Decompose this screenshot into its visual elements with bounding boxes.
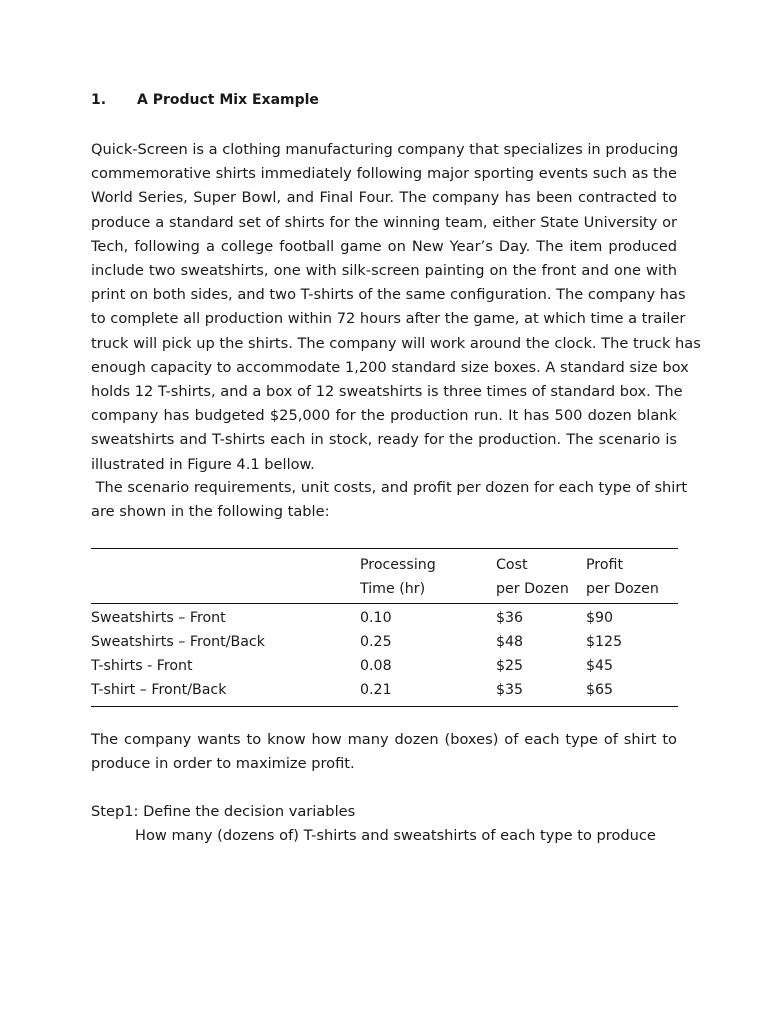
header-cell <box>91 577 360 604</box>
table-row <box>91 678 678 707</box>
profit-cell: $90 <box>586 610 614 626</box>
header-cell: Cost <box>496 549 586 578</box>
paragraph-line: produce in order to maximize profit. <box>91 755 355 773</box>
header-cell: Profit <box>586 549 678 578</box>
goal-paragraph <box>91 728 677 776</box>
table-header-row <box>91 577 678 604</box>
processing-time-cell: 0.10 <box>360 610 392 626</box>
header-cell: per Dozen <box>586 577 678 604</box>
processing-time-cell: 0.21 <box>360 678 496 707</box>
table-header-row <box>91 549 678 578</box>
section-title: A Product Mix Example <box>137 92 319 108</box>
processing-time-cell: 0.25 <box>360 634 392 650</box>
cost-cell: $25 <box>496 658 524 674</box>
paragraph-line: commemorative shirts immediately following major sporting events such as the <box>91 165 677 183</box>
shirt-data-table <box>91 548 678 707</box>
paragraph-line: produce a standard set of shirts for the winning team, either State University or <box>91 213 677 231</box>
cost-cell: $48 <box>496 634 524 650</box>
cost-cell: $35 <box>496 678 586 707</box>
paragraph-line: Tech, following a college football game on New Year’s Day. The item produced <box>91 237 677 255</box>
paragraph-line: company has budgeted $25,000 for the production run. It has 500 dozen blank <box>91 407 677 425</box>
table-row <box>91 604 678 631</box>
section-number: 1. <box>91 92 107 108</box>
table-intro-paragraph <box>91 476 688 524</box>
header-cell: Processing <box>360 549 496 578</box>
product-name-cell: Sweatshirts – Front/Back <box>91 634 265 650</box>
section-heading <box>91 92 319 108</box>
paragraph-line: The scenario requirements, unit costs, and profit per dozen for each type of shirt <box>91 479 688 496</box>
header-cell: Time (hr) <box>360 577 496 604</box>
table-row <box>91 630 678 654</box>
paragraph-line: are shown in the following table: <box>91 503 330 521</box>
paragraph-line: sweatshirts and T-shirts each in stock, ready for the production. The scenario is <box>91 431 677 449</box>
processing-time-cell: 0.08 <box>360 658 392 674</box>
paragraph-line: enough capacity to accommodate 1,200 standard size boxes. A standard size box <box>91 358 689 376</box>
paragraph-line: World Series, Super Bowl, and Final Four. The company has been contracted to <box>91 189 677 207</box>
product-name-cell: T-shirt – Front/Back <box>91 678 360 707</box>
step1-label: Step1: Define the decision variables <box>91 803 356 820</box>
paragraph-line: illustrated in Figure 4.1 bellow. <box>91 455 315 473</box>
step1-detail: How many (dozens of) T-shirts and sweatshirts of each type to produce <box>135 827 656 845</box>
profit-cell: $65 <box>586 678 678 707</box>
profit-cell: $125 <box>586 634 623 650</box>
paragraph-line: print on both sides, and two T-shirts of the same configuration. The company has <box>91 286 686 304</box>
paragraph-line: truck will pick up the shirts. The company will work around the clock. The truck has <box>91 334 701 352</box>
intro-paragraph <box>91 138 701 477</box>
product-name-cell: T-shirts - Front <box>91 658 193 674</box>
cost-cell: $36 <box>496 610 524 626</box>
paragraph-line: include two sweatshirts, one with silk-screen painting on the front and one with <box>91 262 677 280</box>
paragraph-line: to complete all production within 72 hours after the game, at which time a trailer <box>91 310 686 328</box>
paragraph-line: holds 12 T-shirts, and a box of 12 sweatshirts is three times of standard box. The <box>91 383 683 401</box>
profit-cell: $45 <box>586 658 614 674</box>
paragraph-line: The company wants to know how many dozen (boxes) of each type of shirt to <box>91 731 677 748</box>
paragraph-line: Quick-Screen is a clothing manufacturing company that specializes in producing <box>91 141 679 158</box>
header-cell: per Dozen <box>496 577 586 604</box>
table-row <box>91 654 678 678</box>
step1-section <box>91 800 656 848</box>
header-cell <box>91 549 360 578</box>
product-name-cell: Sweatshirts – Front <box>91 610 226 626</box>
